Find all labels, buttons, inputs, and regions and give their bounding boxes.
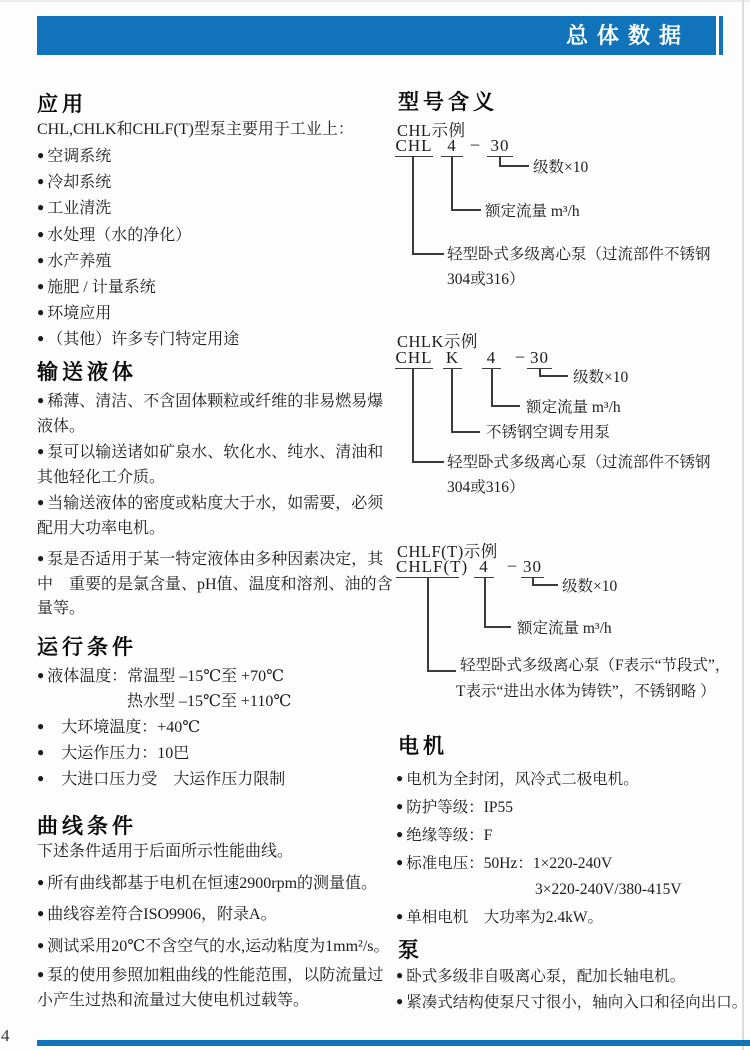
- chlk-code-series: CHL: [395, 348, 433, 367]
- section-title-application: 应用: [37, 93, 87, 116]
- application-item: ● 空调系统: [37, 143, 393, 169]
- chl-type-label-line2: 304或316）: [447, 271, 525, 288]
- chlft-type-label-line2: T表示“进出水体为铸铁”，不锈钢略 ）: [456, 683, 716, 700]
- chlk-stage-label: 级数×10: [573, 369, 629, 386]
- section-title-pump: 泵: [398, 939, 423, 962]
- chlft-code-flow: 4: [474, 557, 494, 578]
- curve-list: [37, 840, 395, 1013]
- section-title-models: 型号含义: [398, 91, 498, 114]
- motor-list: [396, 765, 748, 931]
- chlk-flow-label: 额定流量 m³/h: [526, 399, 621, 416]
- curve-intro: 下述条件适用于后面所示性能曲线。: [37, 843, 294, 860]
- chlft-flow-label: 额定流量 m³/h: [517, 620, 612, 637]
- motor-voltage-line1: ● 标准电压：50Hz：1×220-240V: [396, 849, 748, 877]
- chlft-stage-label: 级数×10: [562, 578, 618, 595]
- liquids-bullet: ● 当输送液体的密度或粘度大于水，如需要，必须配用大功率电机。: [37, 490, 393, 541]
- footer-rule: [37, 1040, 750, 1046]
- operating-inlet: ● 大进口压力受 大运作压力限制: [37, 766, 395, 792]
- application-item: ● （其他）许多专门特定用途: [37, 326, 393, 352]
- chlk-code-stage: 30: [527, 348, 552, 369]
- operating-pressure: ● 大运作压力：10巴: [37, 740, 395, 766]
- liquids-list: [37, 388, 393, 622]
- connector-line: [539, 375, 568, 377]
- application-list: [37, 143, 393, 353]
- chlk-type-label-line1: 轻型卧式多级离心泵（过流部件不锈钢: [447, 454, 711, 471]
- chl-example-label: CHL示例: [397, 121, 466, 140]
- liquids-bullet: ● 泵是否适用于某一特定液体由多种因素决定，其中 重要的是氯含量、pH值、温度和溶剂、油的含量等。: [37, 546, 393, 622]
- chl-stage-label: 级数×10: [533, 159, 589, 176]
- chlft-type-label-line1: 轻型卧式多级离心泵（F表示“节段式”，: [460, 657, 731, 674]
- chlk-example-label: CHLK示例: [397, 332, 478, 351]
- right-column: [390, 0, 750, 1050]
- page-number: 4: [1, 1026, 10, 1045]
- connector-line: [491, 369, 493, 407]
- section-title-liquids: 输送液体: [37, 361, 137, 384]
- chl-type-label-line1: 轻型卧式多级离心泵（过流部件不锈钢: [447, 246, 711, 263]
- motor-voltage-line2: 3×220-240V/380-415V: [535, 881, 682, 898]
- motor-single-phase: ● 单相电机 大功率为2.4kW。: [396, 903, 748, 931]
- application-item: ● 施肥 / 计量系统: [37, 274, 393, 300]
- liquids-bullet: ● 泵可以输送诸如矿泉水、软化水、纯水、清油和其他轻化工介质。: [37, 439, 393, 490]
- application-intro: CHL,CHLK和CHLF(T)型泵主要用于工业上：: [37, 121, 354, 138]
- connector-line: [532, 584, 558, 586]
- connector-line: [499, 165, 529, 167]
- section-title-motor: 电机: [398, 735, 448, 758]
- connector-line: [484, 626, 511, 628]
- chlk-code-flow: 4: [482, 348, 501, 369]
- chl-code-series: CHL: [395, 136, 433, 155]
- connector-line: [491, 405, 520, 407]
- connector-line: [451, 431, 480, 433]
- operating-ambient: ● 大环境温度：+40℃: [37, 714, 395, 740]
- chlk-code-k: K: [443, 348, 462, 369]
- chl-code-stage: 30: [487, 136, 513, 157]
- application-item: ● 环境应用: [37, 300, 393, 326]
- left-column: [35, 0, 393, 1050]
- application-item: ● 冷却系统: [37, 169, 393, 195]
- pump-bullet: ● 卧式多级非自吸离心泵，配加长轴电机。: [396, 963, 750, 989]
- operating-list: [37, 663, 395, 792]
- motor-bullet: ● 绝缘等级：F: [396, 821, 748, 849]
- chl-code-dash: –: [470, 134, 480, 153]
- motor-bullet: ● 电机为全封闭，风冷式二极电机。: [396, 765, 748, 793]
- chlk-type-label-line2: 304或316）: [447, 479, 525, 496]
- pump-bullet: ● 紧凑式结构使泵尺寸很小，轴向入口和径向出口。: [396, 989, 750, 1015]
- curve-bullet: ● 曲线容差符合ISO9906，附录A。: [37, 901, 395, 928]
- connector-line: [412, 369, 414, 463]
- connector-line: [451, 369, 453, 433]
- chlft-code-stage: 30: [523, 557, 542, 576]
- connector-line: [412, 253, 444, 255]
- operating-temp-line1: ● 液体温度：常温型 –15℃至 +70℃: [37, 663, 395, 689]
- connector-line: [451, 209, 481, 211]
- chlft-example-label: CHLF(T)示例: [397, 542, 498, 561]
- application-item: ● 水产养殖: [37, 248, 393, 274]
- curve-bullet: ● 泵的使用参照加粗曲线的性能范围，以防流量过小产生过热和流量过大使电机过载等。: [37, 962, 395, 1013]
- connector-line: [427, 670, 456, 672]
- connector-line: [412, 461, 444, 463]
- connector-line: [451, 157, 453, 211]
- chlk-k-label: 不锈钢空调专用泵: [486, 424, 611, 441]
- application-item: ● 工业清洗: [37, 195, 393, 221]
- motor-bullet: ● 防护等级：IP55: [396, 793, 748, 821]
- curve-bullet: ● 所有曲线都基于电机在恒速2900rpm的测量值。: [37, 870, 395, 897]
- operating-temp-line2: 热水型 –15℃至 +110℃: [127, 693, 292, 710]
- curve-bullet: ● 测试采用20℃不含空气的水,运动粘度为1mm²/s。: [37, 933, 395, 960]
- chl-flow-label: 额定流量 m³/h: [485, 203, 580, 220]
- liquids-bullet: ● 稀薄、清洁、不含固体颗粒或纤维的非易燃易爆液体。: [37, 388, 393, 439]
- page-title: 总体数据: [565, 23, 690, 48]
- section-title-operating: 运行条件: [37, 636, 137, 659]
- application-item: ● 水处理（水的净化）: [37, 222, 393, 248]
- section-title-curve: 曲线条件: [37, 815, 137, 838]
- chlft-code-series: CHLF(T): [396, 557, 469, 576]
- chlft-code-dash: –: [507, 555, 517, 574]
- chl-code-flow: 4: [441, 136, 463, 157]
- connector-line: [427, 578, 429, 672]
- chlk-code-dash: –: [515, 346, 525, 365]
- connector-line: [484, 578, 486, 628]
- connector-line: [412, 157, 414, 255]
- pump-list: [396, 963, 750, 1015]
